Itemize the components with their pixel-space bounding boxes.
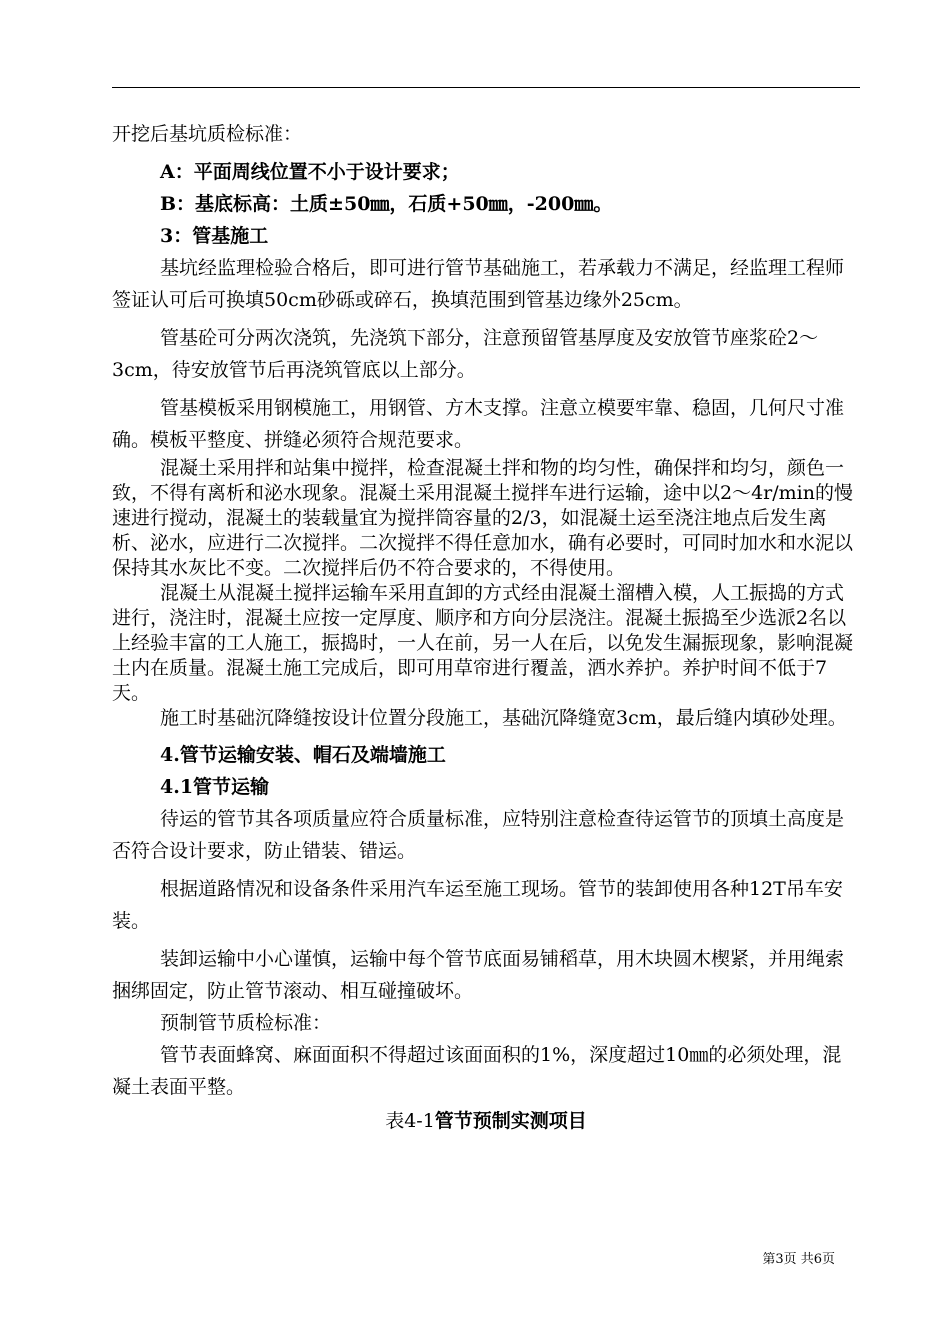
paragraph-transport-method: 根据道路情况和设备条件采用汽车运至施工现场。管节的装卸使用各种12T吊车安装。 <box>112 878 843 932</box>
paragraph-concrete-pour: 管基砼可分两次浇筑，先浇筑下部分，注意预留管基厚度及安放管节座浆砼2～3cm，待安放管节后再浇筑管底以上部分。 <box>112 327 819 381</box>
table-caption-prefix: 表4-1 <box>385 1110 435 1132</box>
paragraph-mixing: 混凝土采用拌和站集中搅拌，检查混凝土拌和物的均匀性，确保拌和均匀，颜色一致，不得有离析和泌水现象。混凝土采用混凝土搅拌车进行运输，途中以2～4r/min的慢速进行搅动，混凝土的装载量宜为搅拌筒容量的2/3，如混凝土运至浇注地点后发生离析、泌水，应进行二次搅拌。二次搅拌不得任意加水，确有必要时，可同时加水和水泥以保持其水灰比不变。二次搅拌后仍不符合要求的，不得使用。 <box>112 457 854 579</box>
document-body <box>112 118 860 1137</box>
item-b: B：基底标高：土质±50㎜，石质+50㎜，-200㎜。 <box>160 193 613 215</box>
paragraph-formwork: 管基模板采用钢模施工，用钢管、方木支撑。注意立模要牢靠、稳固，几何尺寸准确。模板平整度、拼缝必须符合规范要求。 <box>112 397 845 451</box>
paragraph-surface-quality: 管节表面蜂窝、麻面面积不得超过该面面积的1%，深度超过10㎜的必须处理，混凝土表面平整。 <box>112 1044 842 1098</box>
page-number: 第3页 共6页 <box>762 1252 835 1267</box>
header-rule <box>112 87 860 88</box>
paragraph-loading: 装卸运输中小心谨慎，运输中每个管节底面易铺稻草，用木块圆木楔紧，并用绳索捆绑固定，防止管节滚动、相互碰撞破坏。 <box>112 948 845 1002</box>
paragraph-vibrating: 混凝土从混凝土搅拌运输车采用直卸的方式经由混凝土溜槽入模，人工振捣的方式进行，浇注时，混凝土应按一定厚度、顺序和方向分层浇注。混凝土振捣至少选派2名以上经验丰富的工人施工，振捣时，一人在前，另一人在后，以免发生漏振现象，影响混凝土内在质量。混凝土施工完成后，即可用草帘进行覆盖，洒水养护。养护时间不低于7天。 <box>112 582 854 704</box>
item-a: A：平面周线位置不小于设计要求； <box>160 161 460 183</box>
table-caption <box>112 1105 860 1137</box>
paragraph-foundation: 基坑经监理检验合格后，即可进行管节基础施工，若承载力不满足，经监理工程师签证认可后可换填50cm砂砾或碎石，换填范围到管基边缘外25cm。 <box>112 257 845 311</box>
section-heading-4: 4.管节运输安装、帽石及端墙施工 <box>160 744 446 766</box>
section-heading-3: 3：管基施工 <box>160 225 269 247</box>
paragraph-inspection-intro: 开挖后基坑质检标准： <box>112 123 303 145</box>
paragraph-transport-quality: 待运的管节其各项质量应符合质量标准，应特别注意检查待运管节的顶填土高度是否符合设计要求，防止错装、错运。 <box>112 808 845 862</box>
table-caption-title: 管节预制实测项目 <box>434 1110 587 1132</box>
paragraph-settlement-joint: 施工时基础沉降缝按设计位置分段施工，基础沉降缝宽3cm，最后缝内填砂处理。 <box>160 707 847 729</box>
paragraph-precast-standard: 预制管节质检标准： <box>160 1012 332 1034</box>
section-heading-4-1: 4.1管节运输 <box>160 776 270 798</box>
